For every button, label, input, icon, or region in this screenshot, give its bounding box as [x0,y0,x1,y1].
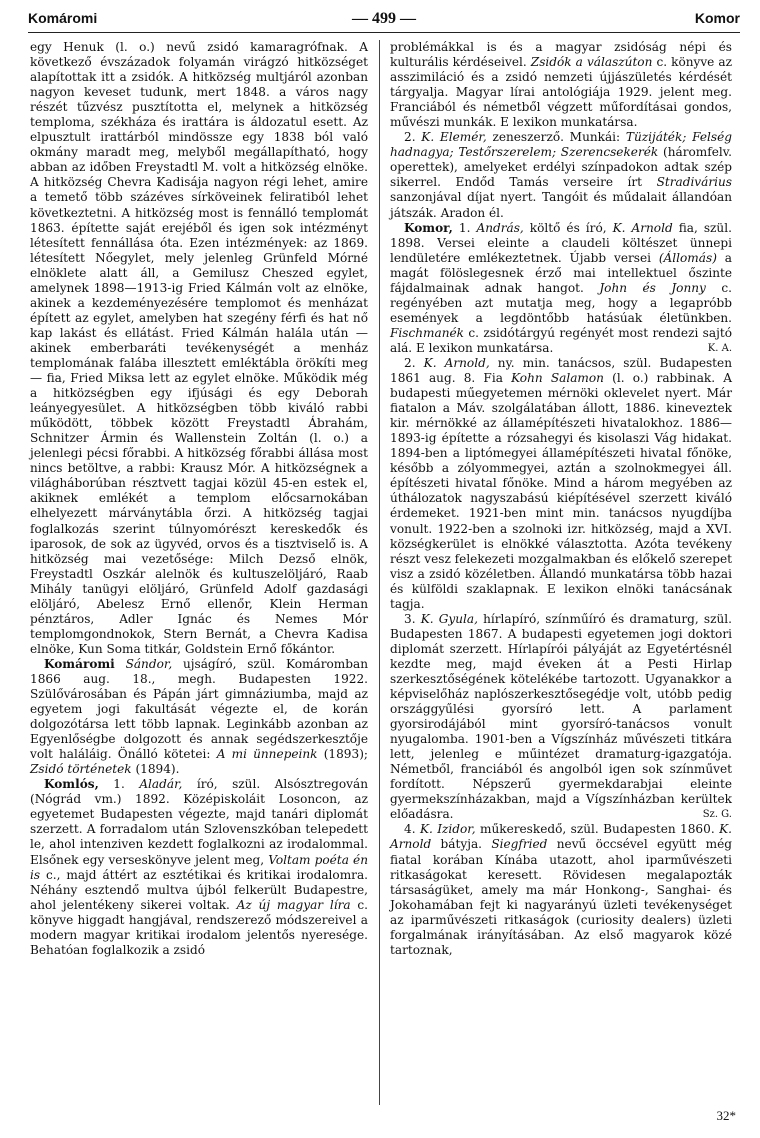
entry-komor-izidor: 4. K. Izidor, műkereskedő, szül. Budapesten 1860. K. Arnold bátyja. Siegfried nevű öccsével együtt még fiatal korában Kínába utazott, ahol iparművészeti ritkaságokat keresett. Rövidesen megalapozták társaságüket, amely ma már Honkong-, Sanghai- és Jokohamában fejt ki nagyarányú üzleti tevékenységet az iparművészeti ritkaságok (curiosity dealers) üzleti forgalmának irányításában. Az első magyarok közé tartoznak, [390,822,732,957]
entry-komor-arnold: 2. K. Arnold, ny. min. tanácsos, szül. Budapesten 1861 aug. 8. Fia Kohn Salamon (l. o.) rabbinak. A budapesti műegyetemen mérnöki oklevelet nyert. Már fiatalon a Máv. szolgálatában állott, 1886. kineveztek kir. mérnökké az államépítészeti hivatalokhoz. 1886—1893-ig építette a rózsahegyi és kisolaszi Vág hidakat. 1894-ben a liptómegyei államépítészeti hivatal főnöke, később a zólyommegyei, aztán a szolnokmegyei áll. építészeti hivatal főnöke. Mind a három megyében az úthálozatok nagyszabású kiépítésével szerzett kiváló érdemeket. 1921-ben mint min. tanácsos nyugdíjba vonult. 1922-ben a szolnoki izr. hitközség, majd a XVI. községkerület is elnökké választotta. Azóta tevékeny részt vesz felekezeti mozgalmakban és előkelő szerepet visz a zsidó közéletben. Állandó munkatársa több hazai és külföldi szaklapnak. E lexikon elnöki tanácsának tagja. [390,355,732,611]
entry-komarom-continued: egy Henuk (l. o.) nevű zsidó kamaragrófnak. A következő évszázadok folyamán virágzó hitközséget alapítottak itt a zsidók. A hitközség multjáról azonban nagyon keveset tudunk, mert 1848. a város nagy részét tűzvész pusztította el, melynek a hitközség temploma, székháza és irattára is áldozatul esett. Az elpusztult irattárból mindössze egy 1838 ból való okmány maradt meg, melyből megállapítható, hogy abban az időben Freystadtl M. volt a hitközség elnöke. A hitközség Chevra Kadisája nagyon régi lehet, amire a temető több százéves sírköveinek feliratiból lehet következtetni. A hitközség most is fennálló templomát 1863. építette saját erejéből és igen sok intézményt létesített fennállása óta. Ezen intézmények: az 1869. létesített Nőegylet, mely jelenleg Grünfeld Mórné elnöklete alatt áll, a Gemilusz Cheszed egylet, amelynek 1898—1913-ig Fried Kálmán volt az elnöke, akinek a kezdeményezésére templomot és menházat épített az egylet, amelyben hat szegény férfi és hat nő kap lakást és ellátást. Fried Kálmán halála után — akinek emberbaráti tevékenységét a menház templomának falába illesztett emléktábla örökíti meg — fia, Fried Miksa lett az egylet elnöke. Működik még a hitközségben egy ifjúsági és egy Deborah leányegyesület. A hitközségben több kiváló rabbi működött, többek között Freystadtl Ábrahám, Schnitzer Ármin és Wallenstein Zoltán (l. o.) a jelenlegi pécsi főrabbi. A hitközség főrabbi állása most nincs betöltve, a rabbi: Krausz Mór. A hitközségnek a világháborúban résztvett tagjai közül 45-en estek el, akiknek emlékét a templom előcsarnokában elhelyezett márványtábla őrzi. A hitközség tagjai foglalkozás szerint túlnyomórészt kereskedők és iparosok, de sok az ügyvéd, orvos és a tisztviselő is. A hitközség mai vezetősége: Milch Dezső elnök, Freystadtl Oszkár alelnök és kultuszelöljáró, Raab Mihály tanügyi elöljáró, Grünfeld Adolf gazdasági elöljáró, Abelesz Ernő ellenőr, Klein Herman pénztáros, Adler Ignác és Nemes Mór templomgondnokok, Stern Bernát, a Chevra Kadisa elnöke, Kun Soma titkár, Goldstein Ernő főkántor. [30,40,368,656]
entry-komor-andras: Komor, 1. András, költő és író, K. Arnold fia, szül. 1898. Versei eleinte a claudeli költészet ünnepi lendületére emlékeztetnek. Újabb versei (Állomás) a magát fölöslegesnek érző mai intellektuel őszinte fájdalmainak adnak hangot. John és Jonny c. regényében azt mutatja meg, hogy a legapróbb események a legdöntőbb hatásúak életünkben. Fischmanék c. zsidótárgyú regényét most rendezi sajtó alá. E lexikon munkatársa. K. A. [390,220,732,355]
column-divider [379,40,380,1105]
left-column [30,40,368,958]
right-column [390,40,732,958]
running-header [28,10,740,32]
page-number: — 499 — [352,10,416,27]
entry-komor-gyula: 3. K. Gyula, hírlapíró, színműíró és dramaturg, szül. Budapesten 1867. A budapesti egyetemen jogi doktori diplomát szerzett. Hírlapírói pályáját az Egyetértésnél kezdte meg, majd éveken át a Pesti Hirlap szerkesztőségének kötelékébe tartozott. Ugyanakkor a képviselőház naplószerkesztősegédje volt, utóbb pedig országgyűlési gyorsíró lett. A parlament gyorsirodájából mint gyorsíró-tanácsos vonult nyugalomba. 1901-ben a Vígszínház művészeti titkára lett, jelenleg e műintézet dramaturg-igazgatója. Németből, franciából és angolból igen sok színművet fordított. Népszerű gyermekdarabjai eleinte gyermekszínházakban, majd a Vígszínházban kerültek előadásra. Sz. G. [390,611,732,822]
entry-komlos-continued: problémákkal is és a magyar zsidóság népi és kulturális kérdéseivel. Zsidók a válaszúton c. könyve az asszimiláció és a zsidó nemzeti újjászületés kérdését tárgyalja. Magyar lírai antológiája 1929. jelent meg. Franciából és németből végzett műfordításai gondos, művészi munkák. E lexikon munkatársa. [390,40,732,130]
author-signature: Sz. G. [702,809,732,821]
entry-komlos-elemer: 2. K. Elemér, zeneszerző. Munkái: Tüzijáték; Felség hadnagya; Testőrszerelem; Szerencsekerék (háromfelv. operettek), amelyeket erdélyi színpadokon adtak szép sikerrel. Endőd Tamás verseire írt Stradivárius sanzonjával díjat nyert. Tangóit és műdalait állandóan játszák. Aradon él. [390,130,732,220]
header-left-word: Komáromi [28,10,98,26]
author-signature: K. A. [707,342,732,354]
header-rule [28,32,740,33]
entry-komlos-aladar: Komlós, 1. Aladár, író, szül. Alsósztregován (Nógrád vm.) 1892. Középiskoláit Losoncon, az egyetemet Budapesten végezte, majd tanári diplomát szerzett. A forradalom után Szlovenszkóban telepedett le, ahol intenziven kezdett foglalkozni az irodalommal. Elsőnek egy verseskönyve jelent meg, Voltam poéta én is c., majd áttért az esztétikai és kritikai irodalomra. Néhány esztendő multva újból felkerült Budapestre, ahol jelentékeny sikerei voltak. Az új magyar líra c. könyve higgadt hangjával, rendszerező módszereivel a modern magyar kritikai irodalom jelentős nyeresége. Behatóan foglalkozik a zsidó [30,777,368,957]
header-right-word: Komor [694,10,740,26]
entry-komaromi-sandor: Komáromi Sándor, ujságíró, szül. Komáromban 1866 aug. 18., megh. Budapesten 1922. Szülővárosában és Pápán járt gimnáziumba, majd az egyetem jogi fakultását végezte el, de korán dolgozótársa lett több lapnak. Leginkább azonban az Egyenlőségbe dolgozott és annak segédszerkesztője volt haláláig. Önálló kötetei: A mi ünnepeink (1893); Zsidó történetek (1894). [30,656,368,777]
signature-mark: 32* [716,1108,736,1123]
